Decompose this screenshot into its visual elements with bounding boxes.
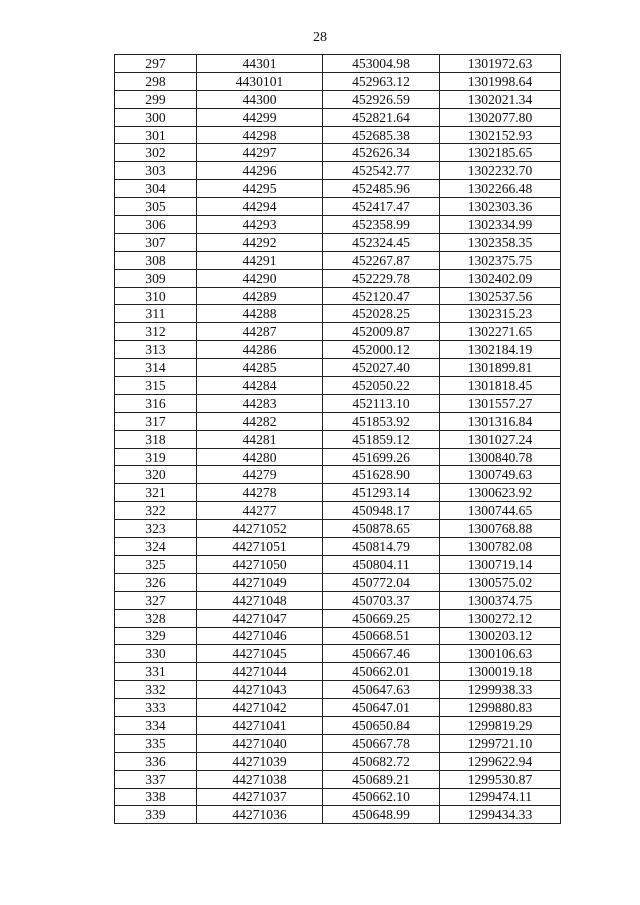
point-code-cell: 44287: [197, 323, 323, 341]
table-row: [115, 502, 561, 520]
point-code-cell: 44293: [197, 216, 323, 234]
point-code-cell: 44288: [197, 305, 323, 323]
y-coordinate-cell: 1300203.12: [440, 627, 561, 645]
point-number-cell: 331: [115, 663, 197, 681]
y-coordinate-cell: 1300019.18: [440, 663, 561, 681]
x-coordinate-cell: 451628.90: [323, 466, 440, 484]
point-number-cell: 305: [115, 198, 197, 216]
point-number-cell: 336: [115, 752, 197, 770]
table-row: [115, 806, 561, 824]
table-row: [115, 198, 561, 216]
point-code-cell: 44271038: [197, 770, 323, 788]
table-row: [115, 788, 561, 806]
point-code-cell: 44289: [197, 287, 323, 305]
x-coordinate-cell: 450814.79: [323, 538, 440, 556]
y-coordinate-cell: 1299434.33: [440, 806, 561, 824]
x-coordinate-cell: 450650.84: [323, 716, 440, 734]
point-code-cell: 44271039: [197, 752, 323, 770]
x-coordinate-cell: 452113.10: [323, 394, 440, 412]
table-row: [115, 716, 561, 734]
table-row: [115, 341, 561, 359]
x-coordinate-cell: 452542.77: [323, 162, 440, 180]
point-code-cell: 44271043: [197, 681, 323, 699]
y-coordinate-cell: 1302152.93: [440, 126, 561, 144]
y-coordinate-cell: 1301972.63: [440, 55, 561, 73]
table-row: [115, 591, 561, 609]
point-number-cell: 310: [115, 287, 197, 305]
x-coordinate-cell: 452685.38: [323, 126, 440, 144]
point-number-cell: 313: [115, 341, 197, 359]
x-coordinate-cell: 452050.22: [323, 377, 440, 395]
y-coordinate-cell: 1302303.36: [440, 198, 561, 216]
y-coordinate-cell: 1300840.78: [440, 448, 561, 466]
point-code-cell: 44283: [197, 394, 323, 412]
x-coordinate-cell: 450667.78: [323, 734, 440, 752]
y-coordinate-cell: 1301899.81: [440, 359, 561, 377]
x-coordinate-cell: 452821.64: [323, 108, 440, 126]
y-coordinate-cell: 1302402.09: [440, 269, 561, 287]
point-code-cell: 44271048: [197, 591, 323, 609]
y-coordinate-cell: 1302184.19: [440, 341, 561, 359]
table-row: [115, 681, 561, 699]
x-coordinate-cell: 450647.63: [323, 681, 440, 699]
x-coordinate-cell: 450682.72: [323, 752, 440, 770]
y-coordinate-cell: 1300623.92: [440, 484, 561, 502]
table-body: [115, 55, 561, 824]
point-number-cell: 338: [115, 788, 197, 806]
y-coordinate-cell: 1300272.12: [440, 609, 561, 627]
point-number-cell: 323: [115, 520, 197, 538]
point-code-cell: 44296: [197, 162, 323, 180]
point-number-cell: 339: [115, 806, 197, 824]
x-coordinate-cell: 452120.47: [323, 287, 440, 305]
point-number-cell: 327: [115, 591, 197, 609]
point-number-cell: 301: [115, 126, 197, 144]
point-number-cell: 299: [115, 90, 197, 108]
y-coordinate-cell: 1302271.65: [440, 323, 561, 341]
point-code-cell: 44300: [197, 90, 323, 108]
table-row: [115, 734, 561, 752]
table-row: [115, 609, 561, 627]
point-code-cell: 44271052: [197, 520, 323, 538]
point-number-cell: 333: [115, 699, 197, 717]
y-coordinate-cell: 1300768.88: [440, 520, 561, 538]
point-number-cell: 326: [115, 573, 197, 591]
table-row: [115, 251, 561, 269]
point-number-cell: 321: [115, 484, 197, 502]
point-code-cell: 44301: [197, 55, 323, 73]
point-code-cell: 44271036: [197, 806, 323, 824]
table-row: [115, 448, 561, 466]
point-number-cell: 307: [115, 233, 197, 251]
point-number-cell: 332: [115, 681, 197, 699]
point-code-cell: 44271047: [197, 609, 323, 627]
table-row: [115, 752, 561, 770]
table-row: [115, 108, 561, 126]
x-coordinate-cell: 452028.25: [323, 305, 440, 323]
point-number-cell: 319: [115, 448, 197, 466]
x-coordinate-cell: 450647.01: [323, 699, 440, 717]
point-number-cell: 304: [115, 180, 197, 198]
point-code-cell: 44292: [197, 233, 323, 251]
table-row: [115, 162, 561, 180]
point-code-cell: 44290: [197, 269, 323, 287]
point-code-cell: 44286: [197, 341, 323, 359]
table-row: [115, 699, 561, 717]
x-coordinate-cell: 451859.12: [323, 430, 440, 448]
y-coordinate-cell: 1299938.33: [440, 681, 561, 699]
point-code-cell: 44285: [197, 359, 323, 377]
point-code-cell: 44298: [197, 126, 323, 144]
table-row: [115, 233, 561, 251]
x-coordinate-cell: 452267.87: [323, 251, 440, 269]
point-number-cell: 318: [115, 430, 197, 448]
point-number-cell: 314: [115, 359, 197, 377]
point-code-cell: 44271041: [197, 716, 323, 734]
point-number-cell: 298: [115, 72, 197, 90]
point-code-cell: 44297: [197, 144, 323, 162]
x-coordinate-cell: 450703.37: [323, 591, 440, 609]
point-code-cell: 4430101: [197, 72, 323, 90]
point-code-cell: 44271050: [197, 555, 323, 573]
x-coordinate-cell: 450878.65: [323, 520, 440, 538]
point-code-cell: 44282: [197, 412, 323, 430]
y-coordinate-cell: 1302537.56: [440, 287, 561, 305]
y-coordinate-cell: 1302021.34: [440, 90, 561, 108]
y-coordinate-cell: 1299622.94: [440, 752, 561, 770]
y-coordinate-cell: 1301027.24: [440, 430, 561, 448]
point-code-cell: 44271051: [197, 538, 323, 556]
point-number-cell: 320: [115, 466, 197, 484]
point-code-cell: 44278: [197, 484, 323, 502]
point-number-cell: 329: [115, 627, 197, 645]
x-coordinate-cell: 452626.34: [323, 144, 440, 162]
point-code-cell: 44281: [197, 430, 323, 448]
y-coordinate-cell: 1302334.99: [440, 216, 561, 234]
table-row: [115, 377, 561, 395]
point-number-cell: 317: [115, 412, 197, 430]
table-row: [115, 305, 561, 323]
x-coordinate-cell: 452009.87: [323, 323, 440, 341]
x-coordinate-cell: 452324.45: [323, 233, 440, 251]
table-row: [115, 412, 561, 430]
point-number-cell: 322: [115, 502, 197, 520]
point-number-cell: 309: [115, 269, 197, 287]
table-row: [115, 287, 561, 305]
x-coordinate-cell: 451699.26: [323, 448, 440, 466]
point-code-cell: 44271037: [197, 788, 323, 806]
coordinates-table: [114, 54, 561, 824]
x-coordinate-cell: 450689.21: [323, 770, 440, 788]
point-number-cell: 306: [115, 216, 197, 234]
x-coordinate-cell: 453004.98: [323, 55, 440, 73]
y-coordinate-cell: 1302358.35: [440, 233, 561, 251]
y-coordinate-cell: 1300749.63: [440, 466, 561, 484]
y-coordinate-cell: 1302185.65: [440, 144, 561, 162]
table-row: [115, 323, 561, 341]
table-row: [115, 520, 561, 538]
point-number-cell: 303: [115, 162, 197, 180]
x-coordinate-cell: 452000.12: [323, 341, 440, 359]
point-number-cell: 300: [115, 108, 197, 126]
point-number-cell: 325: [115, 555, 197, 573]
table-row: [115, 430, 561, 448]
x-coordinate-cell: 452417.47: [323, 198, 440, 216]
y-coordinate-cell: 1300719.14: [440, 555, 561, 573]
point-code-cell: 44277: [197, 502, 323, 520]
y-coordinate-cell: 1301557.27: [440, 394, 561, 412]
x-coordinate-cell: 450772.04: [323, 573, 440, 591]
table-row: [115, 269, 561, 287]
y-coordinate-cell: 1302232.70: [440, 162, 561, 180]
point-number-cell: 312: [115, 323, 197, 341]
point-number-cell: 334: [115, 716, 197, 734]
y-coordinate-cell: 1300575.02: [440, 573, 561, 591]
table-row: [115, 538, 561, 556]
x-coordinate-cell: 452229.78: [323, 269, 440, 287]
table-row: [115, 573, 561, 591]
table-row: [115, 770, 561, 788]
x-coordinate-cell: 452027.40: [323, 359, 440, 377]
point-code-cell: 44295: [197, 180, 323, 198]
table-row: [115, 627, 561, 645]
y-coordinate-cell: 1301818.45: [440, 377, 561, 395]
point-code-cell: 44299: [197, 108, 323, 126]
point-code-cell: 44271049: [197, 573, 323, 591]
table-row: [115, 126, 561, 144]
table-row: [115, 55, 561, 73]
point-code-cell: 44291: [197, 251, 323, 269]
y-coordinate-cell: 1302077.80: [440, 108, 561, 126]
table-row: [115, 394, 561, 412]
x-coordinate-cell: 450668.51: [323, 627, 440, 645]
x-coordinate-cell: 450662.01: [323, 663, 440, 681]
x-coordinate-cell: 452926.59: [323, 90, 440, 108]
y-coordinate-cell: 1300782.08: [440, 538, 561, 556]
x-coordinate-cell: 451293.14: [323, 484, 440, 502]
x-coordinate-cell: 452485.96: [323, 180, 440, 198]
y-coordinate-cell: 1300744.65: [440, 502, 561, 520]
point-code-cell: 44280: [197, 448, 323, 466]
table-row: [115, 663, 561, 681]
point-number-cell: 330: [115, 645, 197, 663]
table-row: [115, 72, 561, 90]
point-code-cell: 44279: [197, 466, 323, 484]
y-coordinate-cell: 1301998.64: [440, 72, 561, 90]
x-coordinate-cell: 452963.12: [323, 72, 440, 90]
x-coordinate-cell: 450669.25: [323, 609, 440, 627]
y-coordinate-cell: 1299721.10: [440, 734, 561, 752]
table-row: [115, 359, 561, 377]
x-coordinate-cell: 450648.99: [323, 806, 440, 824]
table-row: [115, 144, 561, 162]
y-coordinate-cell: 1302315.23: [440, 305, 561, 323]
point-code-cell: 44284: [197, 377, 323, 395]
x-coordinate-cell: 451853.92: [323, 412, 440, 430]
point-code-cell: 44271046: [197, 627, 323, 645]
point-number-cell: 302: [115, 144, 197, 162]
point-number-cell: 316: [115, 394, 197, 412]
page-number: 28: [313, 30, 327, 45]
table-row: [115, 484, 561, 502]
y-coordinate-cell: 1301316.84: [440, 412, 561, 430]
x-coordinate-cell: 452358.99: [323, 216, 440, 234]
y-coordinate-cell: 1302375.75: [440, 251, 561, 269]
table-row: [115, 180, 561, 198]
table-row: [115, 466, 561, 484]
point-code-cell: 44271042: [197, 699, 323, 717]
x-coordinate-cell: 450667.46: [323, 645, 440, 663]
table-row: [115, 555, 561, 573]
y-coordinate-cell: 1299530.87: [440, 770, 561, 788]
x-coordinate-cell: 450662.10: [323, 788, 440, 806]
table-row: [115, 90, 561, 108]
y-coordinate-cell: 1299880.83: [440, 699, 561, 717]
y-coordinate-cell: 1299819.29: [440, 716, 561, 734]
point-number-cell: 308: [115, 251, 197, 269]
y-coordinate-cell: 1299474.11: [440, 788, 561, 806]
table-row: [115, 645, 561, 663]
point-code-cell: 44271040: [197, 734, 323, 752]
point-code-cell: 44294: [197, 198, 323, 216]
point-number-cell: 324: [115, 538, 197, 556]
y-coordinate-cell: 1300106.63: [440, 645, 561, 663]
point-number-cell: 337: [115, 770, 197, 788]
y-coordinate-cell: 1302266.48: [440, 180, 561, 198]
point-code-cell: 44271045: [197, 645, 323, 663]
point-number-cell: 335: [115, 734, 197, 752]
table-row: [115, 216, 561, 234]
point-number-cell: 311: [115, 305, 197, 323]
point-number-cell: 328: [115, 609, 197, 627]
y-coordinate-cell: 1300374.75: [440, 591, 561, 609]
x-coordinate-cell: 450948.17: [323, 502, 440, 520]
x-coordinate-cell: 450804.11: [323, 555, 440, 573]
point-number-cell: 297: [115, 55, 197, 73]
point-code-cell: 44271044: [197, 663, 323, 681]
point-number-cell: 315: [115, 377, 197, 395]
